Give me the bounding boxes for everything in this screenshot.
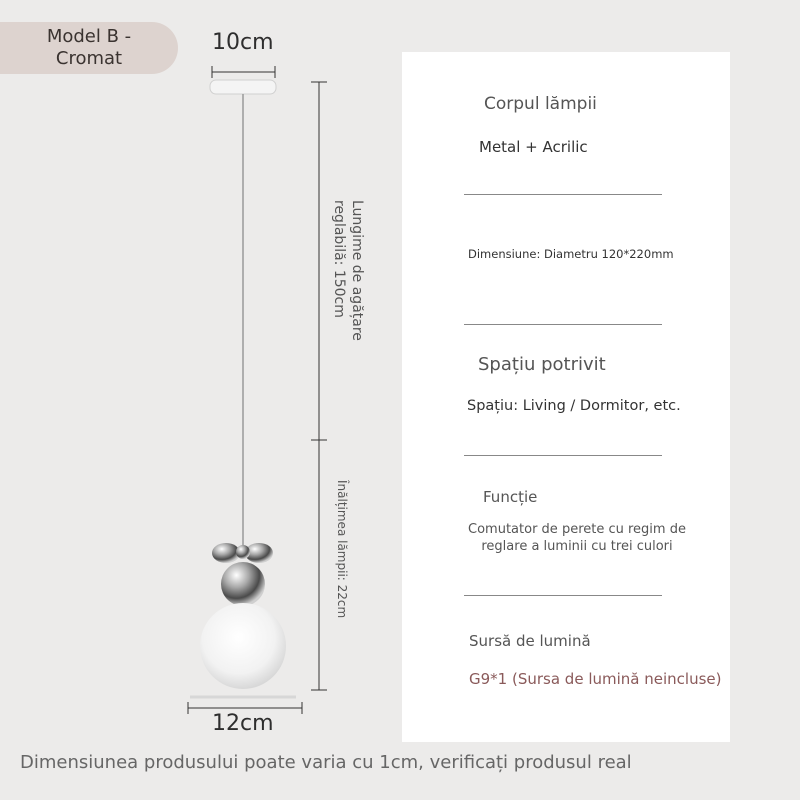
function-heading: Funcție	[483, 488, 538, 506]
spec-panel	[402, 52, 730, 742]
canopy-width-label: 10cm	[212, 30, 274, 55]
disclaimer-footer: Dimensiunea produsului poate varia cu 1cm, verificați produsul real	[20, 752, 632, 773]
light-source-value: G9*1 (Sursa de lumină neincluse)	[469, 670, 722, 688]
body-value: Metal + Acrilic	[479, 138, 588, 156]
glass-globe	[200, 603, 286, 689]
canopy-width-dimension	[212, 66, 275, 78]
hanging-length-dimension	[311, 82, 327, 440]
divider	[464, 194, 662, 195]
model-badge-line2: Cromat	[55, 48, 123, 69]
function-value-line1: Comutator de perete cu regim de	[468, 522, 686, 537]
body-heading: Corpul lămpii	[484, 94, 597, 114]
function-value-line2: reglare a luminii cu trei culori	[481, 539, 673, 554]
shade-width-label: 12cm	[212, 711, 274, 736]
divider	[464, 455, 662, 456]
canopy	[210, 80, 276, 94]
space-heading: Spațiu potrivit	[478, 354, 606, 375]
model-badge	[0, 22, 178, 74]
hanging-length-label: Lungime de agățare reglabilă: 150cm	[331, 200, 365, 341]
lamp-height-dimension	[311, 440, 327, 690]
divider	[464, 324, 662, 325]
light-source-heading: Sursă de lumină	[469, 632, 591, 650]
dimension-value: Dimensiune: Diametru 120*220mm	[468, 247, 674, 261]
space-value: Spațiu: Living / Dormitor, etc.	[467, 398, 681, 414]
lamp-height-label: Înălțimea lămpii: 22cm	[335, 480, 349, 619]
model-badge-line1: Model B -	[46, 26, 132, 47]
chrome-bow-ornament	[212, 543, 273, 563]
divider	[464, 595, 662, 596]
chrome-ball	[221, 562, 265, 606]
